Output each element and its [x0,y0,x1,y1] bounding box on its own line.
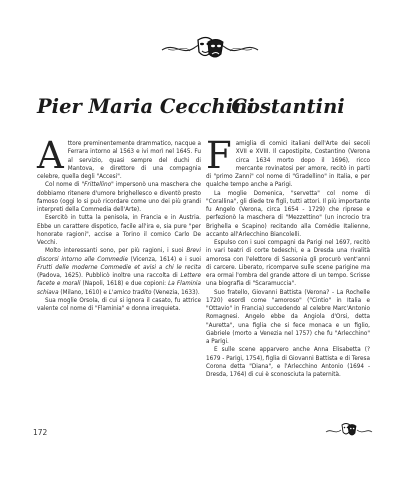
paragraph: Esercitò in tutta la penisola, in Francia e in Austria. Ebbe un carattere dispotico, facile all'ira e, sia pure "per honorate ragioni", accise a Torino il comico Carlo De Vecchi. [37,215,201,246]
theatre-masks-ornament-bottom [325,421,373,439]
paragraph: Espulso con i suoi compagni da Parigi nel 1697, recitò in vari teatri di corte tedeschi, e a Dresda una rivalità amorosa con l'elettore di Sassonia gli procurò vent'anni di carcere. Liberato, ricomparve sulle scene parigine ma era ormai l'ombra del grande attore di un tempo. Scrisse una biografia di "Scaramuccia". [206,240,370,288]
paragraph: Attore preminentemente drammatico, nacque a Ferrara intorno al 1563 e ivi morì nel 1645. Fu al servizio, quasi sempre del duchi di Mantova, e direttore di una compagnia celebre, quella degli "Accesi". [37,134,201,180]
paragraph: Sua moglie Orsola, di cui si ignora il casato, fu attrice valente col nome di "Flaminia" e donna irrequieta. [37,297,201,312]
paragraph: Molto interessanti sono, per più ragioni, i suoi Brevi discorsi intorno alle Commedie (Vicenza, 1614) e i suoi Frutti delle moderne Commedie et avisi a chi le recita (Padova, 1625). Pubblicò inoltre una raccolta di Lettere facete e morali (Napoli, 1618) e due copioni: La Flaminia schiava (Milano, 1610) e L'amico tradito (Venezia, 1633). [37,248,202,296]
left-column [37,94,255,313]
article-body-costantini [206,134,370,379]
paragraph: Famiglia di comici italiani dell'Arte dei secoli XVII e XVIII. Il capostipite, Costantino (Verona circa 1634 morto dopo il 1696), ricco mercante rovinatosi per amore, recitò in parti di "primo Zanni" col nome di "Gradellino" in Italia, e per qualche tempo anche a Parigi. [206,134,370,189]
article-title-costantini: Costantini [231,95,345,118]
drop-cap: F [206,134,232,177]
page-number: 172 [33,428,48,437]
paragraph: E sulle scene apparvero anche Anna Elisabetta (? 1679 - Parigi, 1754), figlia di Giovanni Battista e di Teresa Corona detta "Diana", e l'Arlecchino Antonio (1694 - Dresda, 1764) di cui è sconosciuta la paternità. [206,347,370,378]
article-title-cecchini: Pier Maria Cecchini [37,95,255,118]
drop-cap: A [37,134,64,177]
paragraph: Suo fratello, Giovanni Battista (Verona? - La Rochelle 1720) esordì come "amoroso" ("Cintio" in Italia e "Ottavio" in Francia) succedendo al celebre Marc'Antonio Romagnesi. Angelo ebbe da Angiola d'Orsi, detta "Auretta", una figlia che si fece monaca e un figlio, Gabriele (morto a Venezia nel 1757) che fu "Arlecchino" a Parigi. [206,289,370,345]
paragraph: Col nome di "Frittellino" impersonò una maschera che dobbiamo ritenere d'umore brighellesco e diventò presto famoso (oggi lo si può ricordare come uno dei più grandi interpreti della Commedia dell'Arte). [37,182,201,213]
paragraph: La moglie Domenica, "servetta" col nome di "Corallina", gli diede tre figli, tutti attori. Il più importante fu Angelo (Verona, circa 1654 - 1729) che riprese e perfezionò la maschera di "Mezzettino" (un incrocio tra Brighella e Scapino) recitando alla Comédie Italienne, accanto all'Arlecchino Biancolelli. [206,190,370,238]
article-body-cecchini [37,134,202,313]
theatre-masks-ornament-top [160,32,260,64]
right-column [206,94,370,379]
